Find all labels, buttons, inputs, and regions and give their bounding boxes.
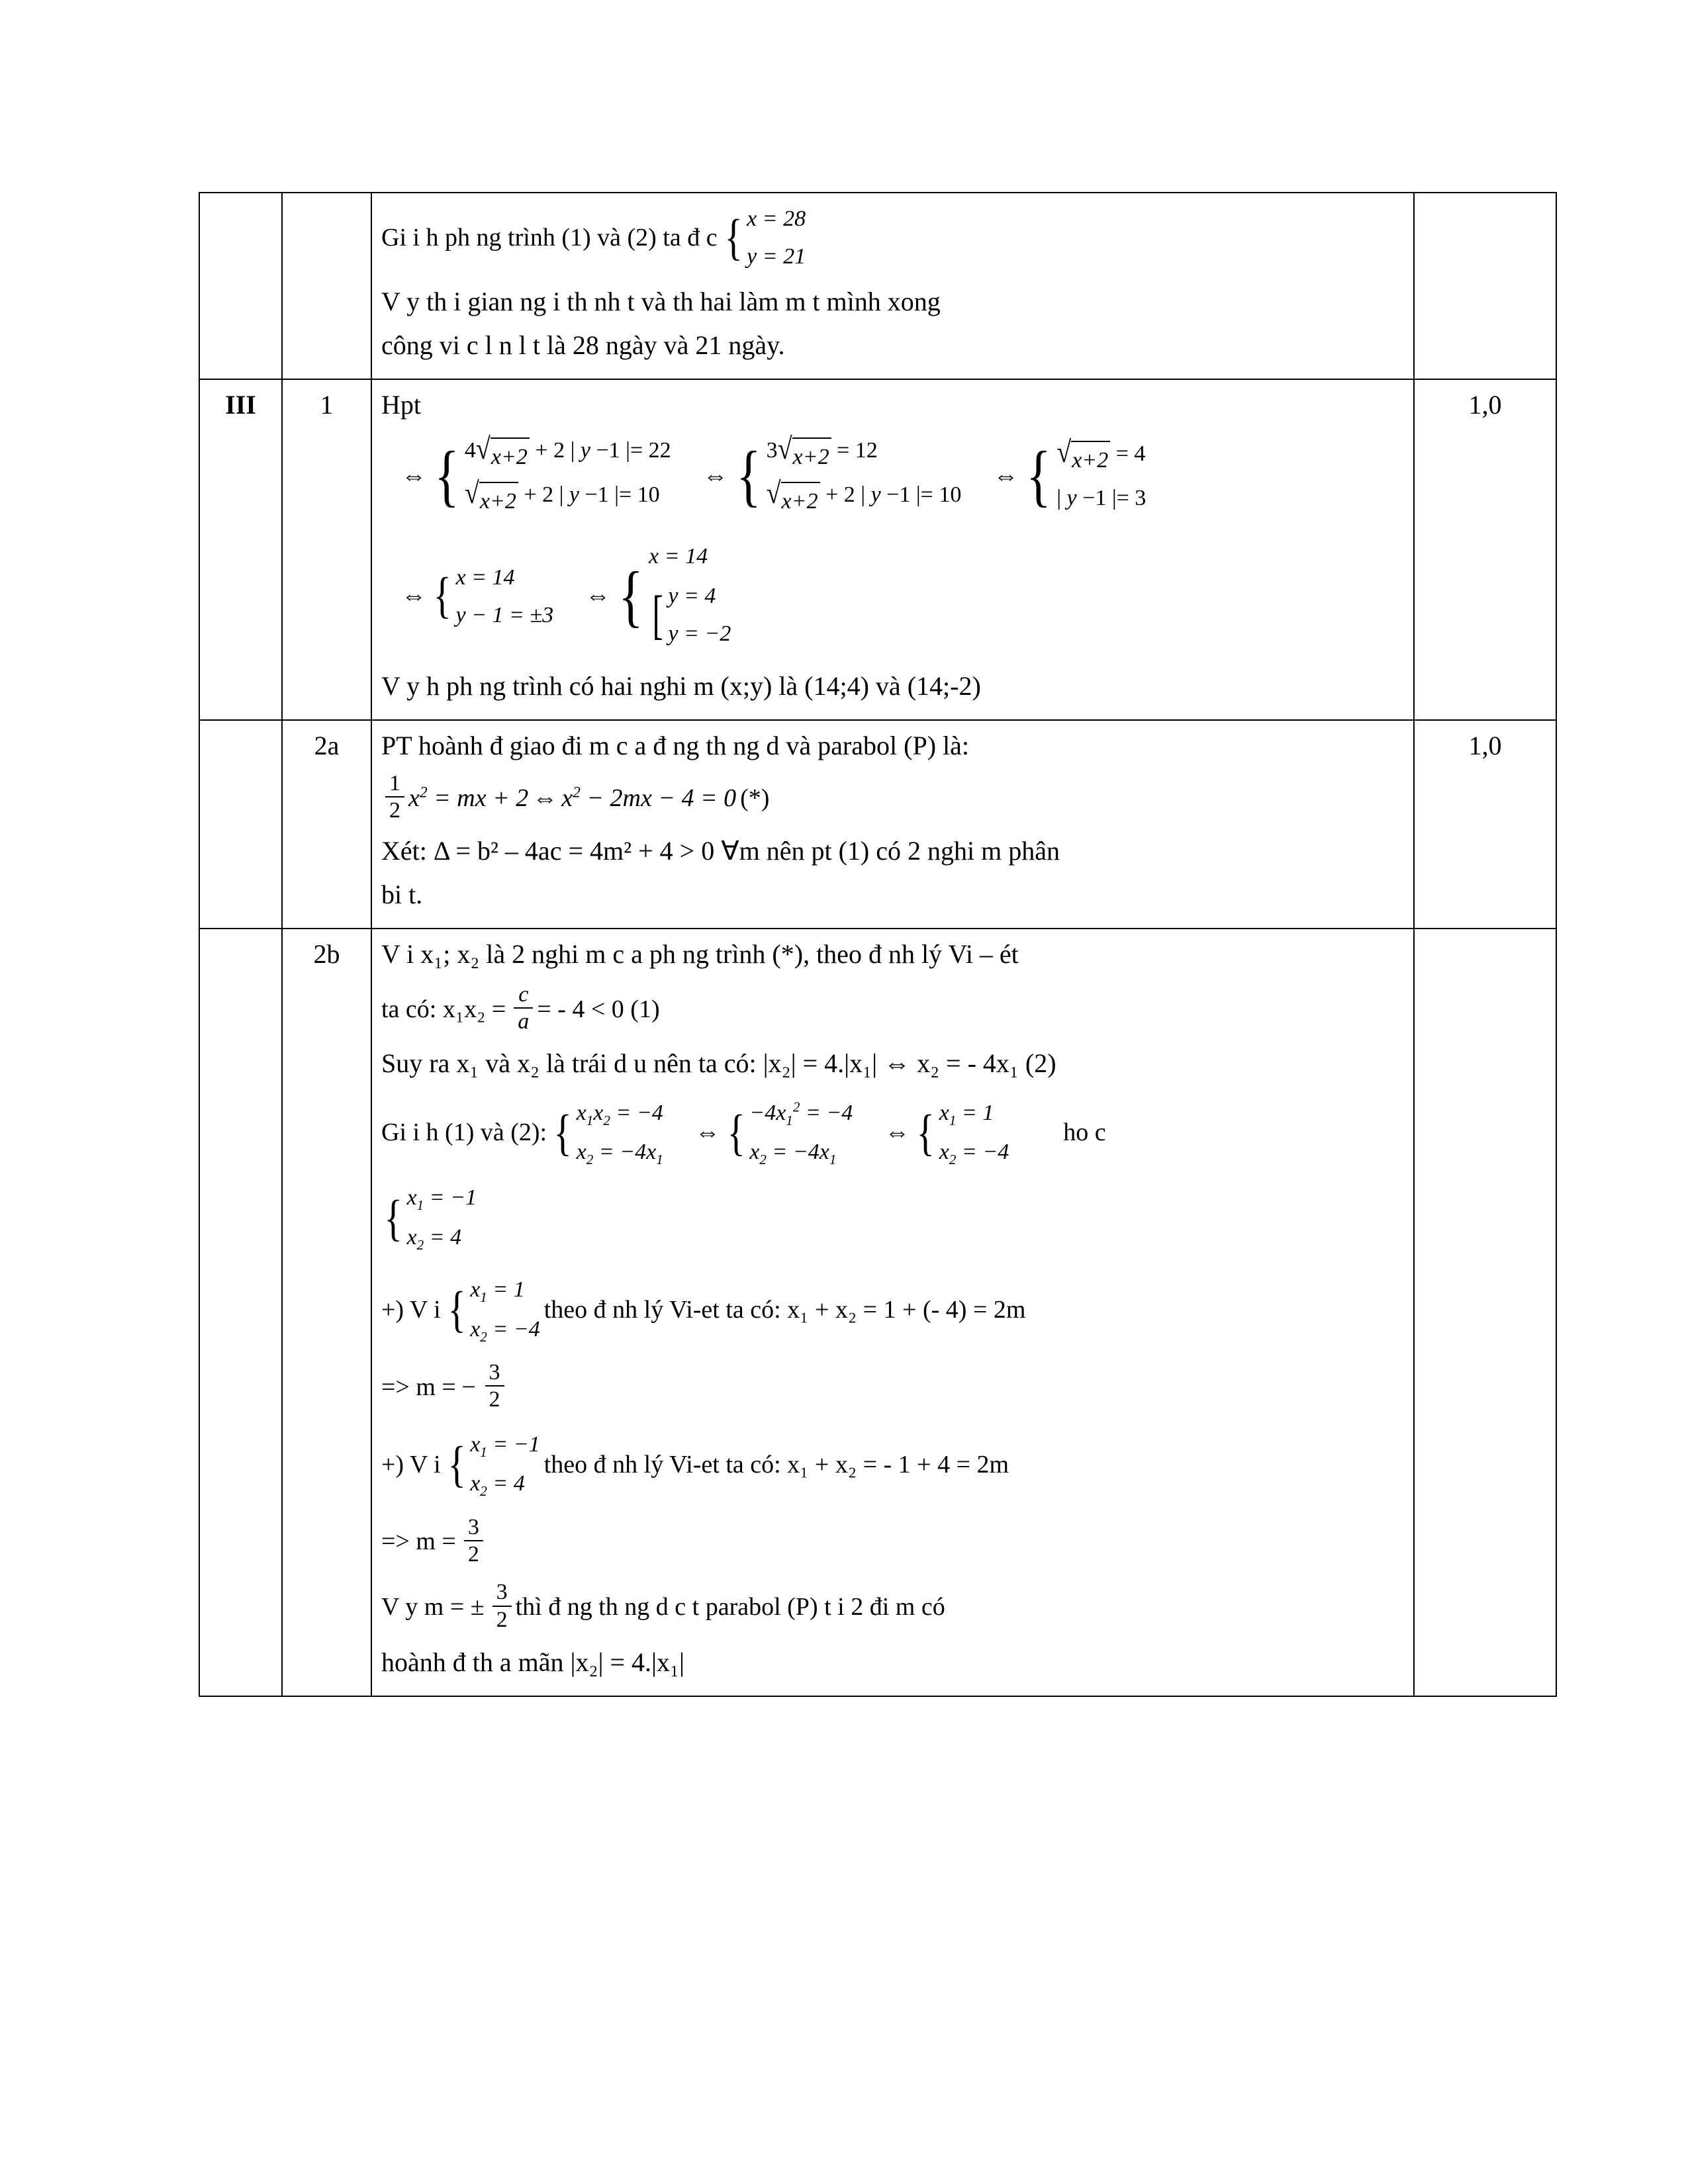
equation-line <box>381 1361 1404 1414</box>
bracket-glyph: [ <box>652 584 663 645</box>
equiv-symbol: ⇔ <box>401 582 426 610</box>
fraction-numerator: 1 <box>389 771 400 796</box>
brace-glyph: { <box>553 1105 573 1161</box>
content-cell <box>371 193 1414 379</box>
system-brace <box>724 1094 853 1173</box>
system-brace <box>914 1094 1009 1173</box>
content-cell <box>371 929 1414 1696</box>
system-brace <box>1022 435 1146 517</box>
section-cell: III <box>199 379 282 720</box>
answer-key-table <box>199 192 1557 1697</box>
system-row: x = 28 <box>747 206 806 231</box>
text-line: PT hoành đ giao đi m c a đ ng th ng d và parabol (P) là: <box>381 731 969 760</box>
brace-glyph: { <box>433 568 451 624</box>
equation-rhs: $x^2 - 2mx - 4 = 0$ <box>561 784 737 812</box>
brace-glyph: { <box>384 1190 402 1246</box>
fraction <box>385 771 404 823</box>
fraction-numerator: 3 <box>489 1360 500 1385</box>
equation-line <box>381 1426 1404 1504</box>
system-row: x = 14 <box>455 565 515 590</box>
section-cell <box>199 720 282 929</box>
question-cell: 2a <box>282 720 371 929</box>
system-row: $x_2 = -4$ <box>939 1139 1009 1167</box>
brace-glyph: { <box>724 209 743 265</box>
system-brace <box>445 1426 540 1504</box>
fraction <box>492 1580 512 1632</box>
fraction <box>485 1360 504 1412</box>
question-cell: 1 <box>282 379 371 720</box>
system-row: x = 14 <box>649 544 708 569</box>
equiv-symbol: ⇔ <box>532 784 558 812</box>
equiv-symbol: ⇔ <box>702 461 728 490</box>
system-brace <box>430 559 553 634</box>
system-brace <box>732 432 962 520</box>
system-row: $x_2 = 4$ <box>406 1224 462 1253</box>
text-line: bi t. <box>381 879 423 909</box>
system-brace <box>722 200 806 275</box>
brace-glyph: { <box>916 1105 935 1161</box>
fraction <box>464 1515 483 1567</box>
system-row: $x_2 = -4x_1$ <box>576 1139 663 1167</box>
system-row: $x_1 = 1$ <box>939 1100 994 1128</box>
brace-glyph: { <box>447 1282 466 1338</box>
text-fragment: ta có: x₁x₂ = <box>381 995 506 1023</box>
text-fragment: V y m = ± <box>381 1593 485 1621</box>
equation-line <box>381 983 1404 1036</box>
equation-line <box>381 772 1404 825</box>
brace-glyph: { <box>727 1105 745 1161</box>
equation-lhs: $x^2$ = mx + 2 <box>408 784 529 812</box>
text-fragment: Gi i h (1) và (2): <box>381 1118 547 1147</box>
equiv-symbol: ⇔ <box>884 1118 910 1147</box>
system-row: $-4x_1^2 = -4$ <box>749 1099 853 1128</box>
text-fragment: +) V i <box>381 1296 441 1324</box>
system-row: y − 1 = ±3 <box>455 602 554 627</box>
brace-glyph: { <box>434 437 459 514</box>
system-brace <box>381 1179 477 1257</box>
text-line: Hpt <box>381 390 421 420</box>
system-row: 4 √ x+2 + 2 | y −1 |= 22 <box>465 432 671 476</box>
text-fragment: = - 4 < 0 (1) <box>537 995 660 1023</box>
text-line: công vi c l n l t là 28 ngày và 21 ngày. <box>381 330 785 360</box>
fraction-denominator: 2 <box>485 1385 504 1412</box>
fraction-numerator: 3 <box>467 1514 479 1539</box>
system-row: 3 √ x+2 = 12 <box>767 432 962 476</box>
equation-line <box>381 1094 1404 1173</box>
text-fragment: ho c <box>1063 1118 1106 1147</box>
brace-glyph: { <box>1026 437 1051 514</box>
system-row: $x_2 = 4$ <box>470 1471 525 1499</box>
equiv-symbol: ⇔ <box>585 582 611 610</box>
system-row: √ x+2 + 2 | y −1 |= 10 <box>767 476 962 520</box>
system-row: $x_1x_2 = -4$ <box>576 1100 663 1128</box>
system-row: y = 21 <box>747 244 806 269</box>
text-fragment: +) V i <box>381 1450 441 1479</box>
system-row: y = −2 <box>668 621 731 646</box>
system-row: $x_1 = -1$ <box>406 1185 477 1214</box>
table-row <box>199 193 1556 379</box>
text-line: Suy ra x₁ và x₂ là trái d u nên ta có: |x₂| = 4.|x₁| ⇔ x₂ = - 4x₁ (2) <box>381 1048 1056 1078</box>
sign: − <box>459 1373 477 1401</box>
content-cell <box>371 720 1414 929</box>
fraction <box>514 982 533 1034</box>
table-row <box>199 720 1556 929</box>
text-fragment: theo đ nh lý Vi-et ta có: x₁ + x₂ = - 1 + 4 = 2m <box>543 1450 1009 1479</box>
fraction-numerator: c <box>518 981 529 1007</box>
fraction-denominator: 2 <box>492 1606 512 1632</box>
equation-line <box>381 1271 1404 1349</box>
content-cell <box>371 379 1414 720</box>
text-line: Gi i h ph ng trình (1) và (2) ta đ c <box>381 223 718 251</box>
table-row <box>199 929 1556 1696</box>
text-line: hoành đ th a mãn |x₂| = 4.|x₁| <box>381 1647 684 1678</box>
section-cell <box>199 193 282 379</box>
table-row <box>199 379 1556 720</box>
score-cell <box>1414 193 1556 379</box>
brace-glyph: { <box>447 1437 466 1493</box>
equiv-symbol: ⇔ <box>401 461 426 490</box>
equation-line <box>381 1581 1404 1633</box>
text-fragment: theo đ nh lý Vi-et ta có: x₁ + x₂ = 1 + (- 4) = 2m <box>543 1296 1026 1324</box>
equation-line <box>381 1516 1404 1569</box>
system-row <box>649 575 731 655</box>
question-cell: 2b <box>282 929 371 1696</box>
system-row: $x_2 = -4x_1$ <box>749 1139 837 1167</box>
text-line: V y h ph ng trình có hai nghi m (x;y) là (14;4) và (14;-2) <box>381 671 981 701</box>
text-line: Xét: Δ = b² – 4ac = 4m² + 4 > 0 ∀m nên pt (1) có 2 nghi m phân <box>381 835 1060 866</box>
equation-tag: (*) <box>740 784 770 812</box>
system-row: √ x+2 = 4 <box>1056 435 1146 479</box>
text-fragment: => m = <box>381 1527 456 1556</box>
score-cell: 1,0 <box>1414 379 1556 720</box>
system-brace <box>614 537 731 655</box>
fraction-denominator: 2 <box>385 796 404 823</box>
fraction-numerator: 3 <box>496 1580 508 1605</box>
text-line: V y th i gian ng i th nh t và th hai làm m t mình xong <box>381 287 941 316</box>
section-cell <box>199 929 282 1696</box>
equiv-symbol: ⇔ <box>694 1118 720 1147</box>
system-row: y = 4 <box>668 584 716 608</box>
score-cell: 1,0 <box>1414 720 1556 929</box>
brace-glyph: { <box>618 557 643 634</box>
fraction-denominator: 2 <box>464 1540 483 1567</box>
brace-glyph: { <box>735 437 761 514</box>
system-row: √ x+2 + 2 | y −1 |= 10 <box>465 476 671 520</box>
fraction-denominator: a <box>514 1007 533 1034</box>
system-brace <box>551 1094 663 1173</box>
system-row: | y −1 |= 3 <box>1056 486 1147 510</box>
score-cell <box>1414 929 1556 1696</box>
text-fragment: => m = <box>381 1373 456 1401</box>
equation-line <box>381 1179 1404 1257</box>
system-brace <box>430 432 671 520</box>
system-brace <box>445 1271 540 1349</box>
system-row: $x_1 = 1$ <box>470 1277 525 1305</box>
system-row: $x_1 = -1$ <box>470 1432 540 1460</box>
equiv-symbol: ⇔ <box>993 461 1019 490</box>
system-row: $x_2 = -4$ <box>470 1316 540 1345</box>
text-fragment: thì đ ng th ng d c t parabol (P) t i 2 đi m có <box>515 1593 945 1621</box>
question-cell <box>282 193 371 379</box>
text-line: V i x₁; x₂ là 2 nghi m c a ph ng trình (*), theo đ nh lý Vi – ét <box>381 938 1019 969</box>
